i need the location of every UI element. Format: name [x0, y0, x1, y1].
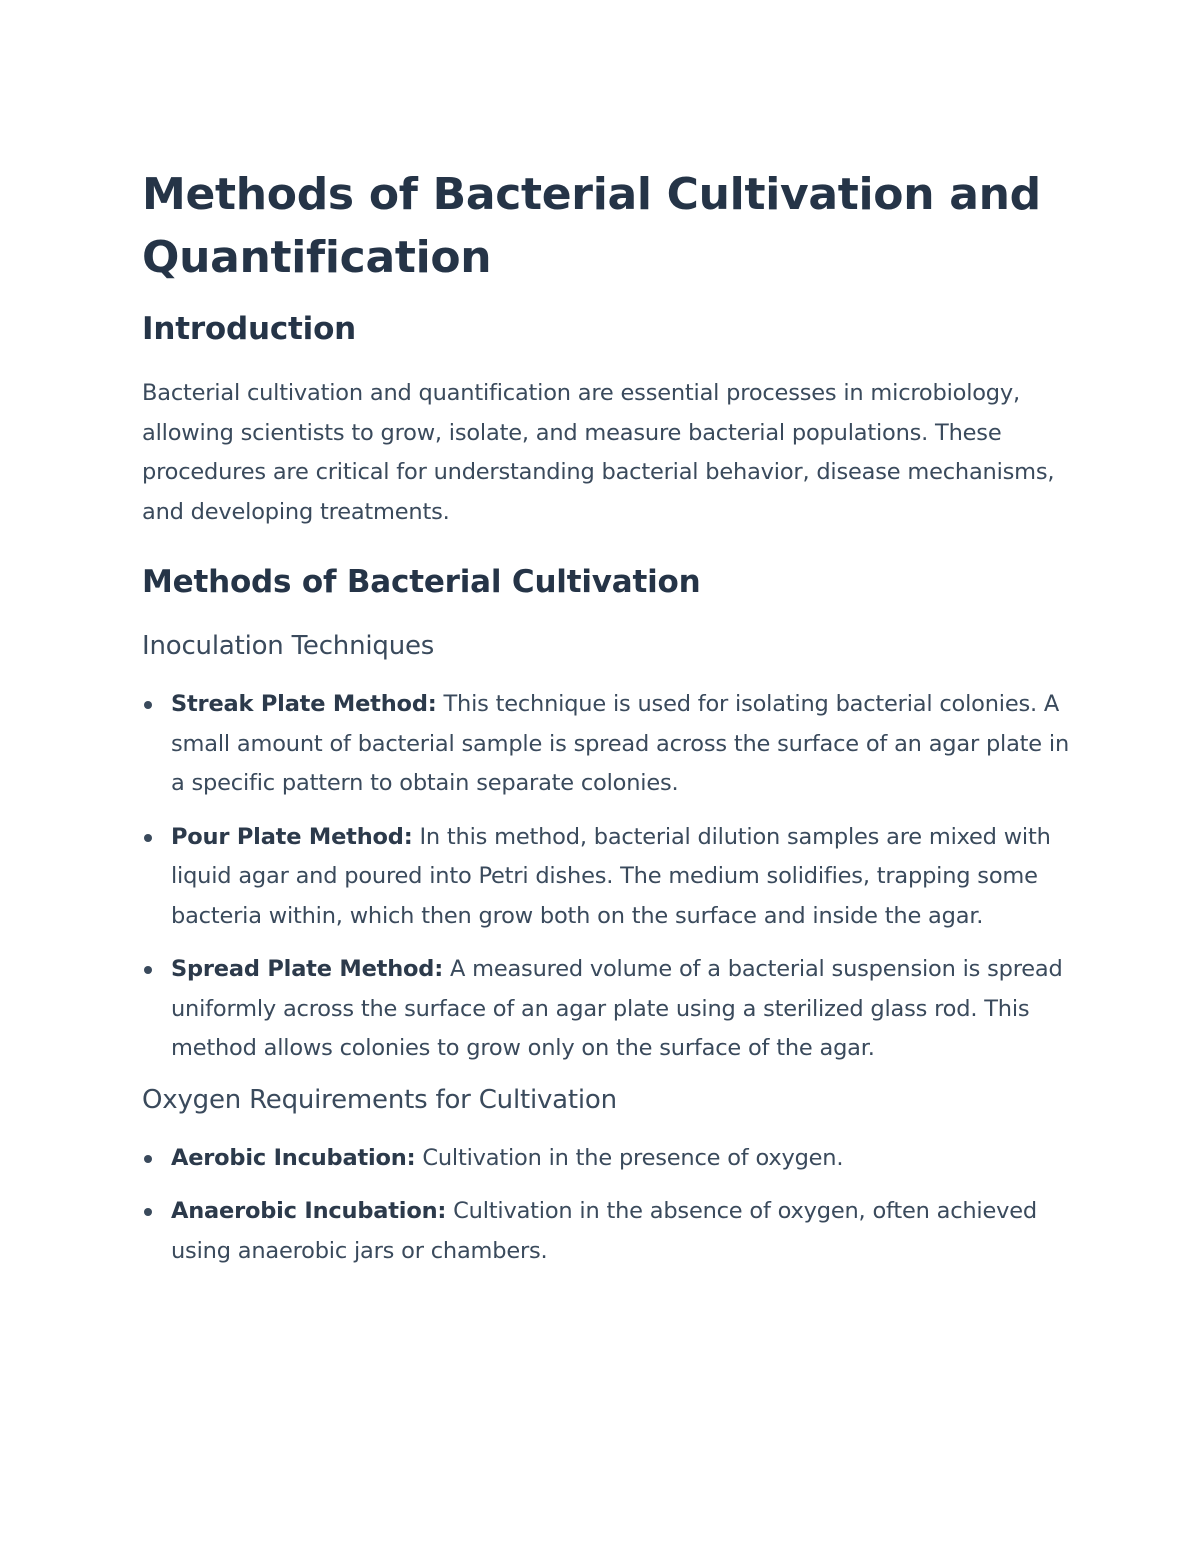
- list-item-spread-plate: [142, 950, 1082, 1069]
- list-item-text: In this method, bacterial dilution samples are mixed with liquid agar and poured into Petri dishes. The medium solidifies, trapping some bacteria within, which then grow both on the surface and inside the agar.: [171, 823, 1051, 929]
- bullet-icon: [144, 834, 152, 842]
- introduction-paragraph: Bacterial cultivation and quantification are essential processes in microbiology, allowing scientists to grow, isolate, and measure bacterial populations. These procedures are critical for understanding bacterial behavior, disease mechanisms, and developing treatments.: [142, 380, 1055, 525]
- list-item-text: Cultivation in the absence of oxygen, often achieved using anaerobic jars or chambers.: [171, 1198, 1037, 1264]
- list-item-aerobic: [142, 1139, 1082, 1179]
- oxygen-heading: Oxygen Requirements for Cultivation: [142, 1084, 617, 1115]
- document-title: Methods of Bacterial Cultivation and Quantification: [142, 169, 1041, 283]
- list-item-term: Aerobic Incubation:: [171, 1144, 416, 1171]
- list-item-term: Streak Plate Method:: [171, 691, 437, 717]
- oxygen-list: [142, 1139, 1082, 1272]
- bullet-icon: [144, 1208, 152, 1216]
- bullet-icon: [144, 701, 152, 709]
- inoculation-heading: Inoculation Techniques: [142, 631, 435, 661]
- bullet-icon: [144, 1155, 152, 1163]
- list-item-term: Spread Plate Method:: [171, 956, 444, 982]
- list-item-anaerobic: [142, 1192, 1082, 1271]
- list-item-text: A measured volume of a bacterial suspension is spread uniformly across the surface of an agar plate using a sterilized glass rod. This method allows colonies to grow only on the surface of the agar.: [171, 956, 1063, 1061]
- list-item-term: Pour Plate Method:: [171, 823, 413, 850]
- cultivation-heading: Methods of Bacterial Cultivation: [142, 564, 701, 600]
- document-page: [142, 163, 1082, 1285]
- introduction-heading: Introduction: [142, 311, 357, 347]
- list-item-text: Cultivation in the presence of oxygen.: [415, 1144, 844, 1171]
- bullet-icon: [144, 966, 152, 974]
- list-item-text: This technique is used for isolating bacterial colonies. A small amount of bacterial sample is spread across the surface of an agar plate in a specific pattern to obtain separate colonies.: [171, 691, 1070, 796]
- list-item-streak-plate: [142, 685, 1082, 804]
- inoculation-list: [142, 685, 1082, 1069]
- list-item-term: Anaerobic Incubation:: [171, 1198, 447, 1224]
- list-item-pour-plate: [142, 818, 1082, 937]
